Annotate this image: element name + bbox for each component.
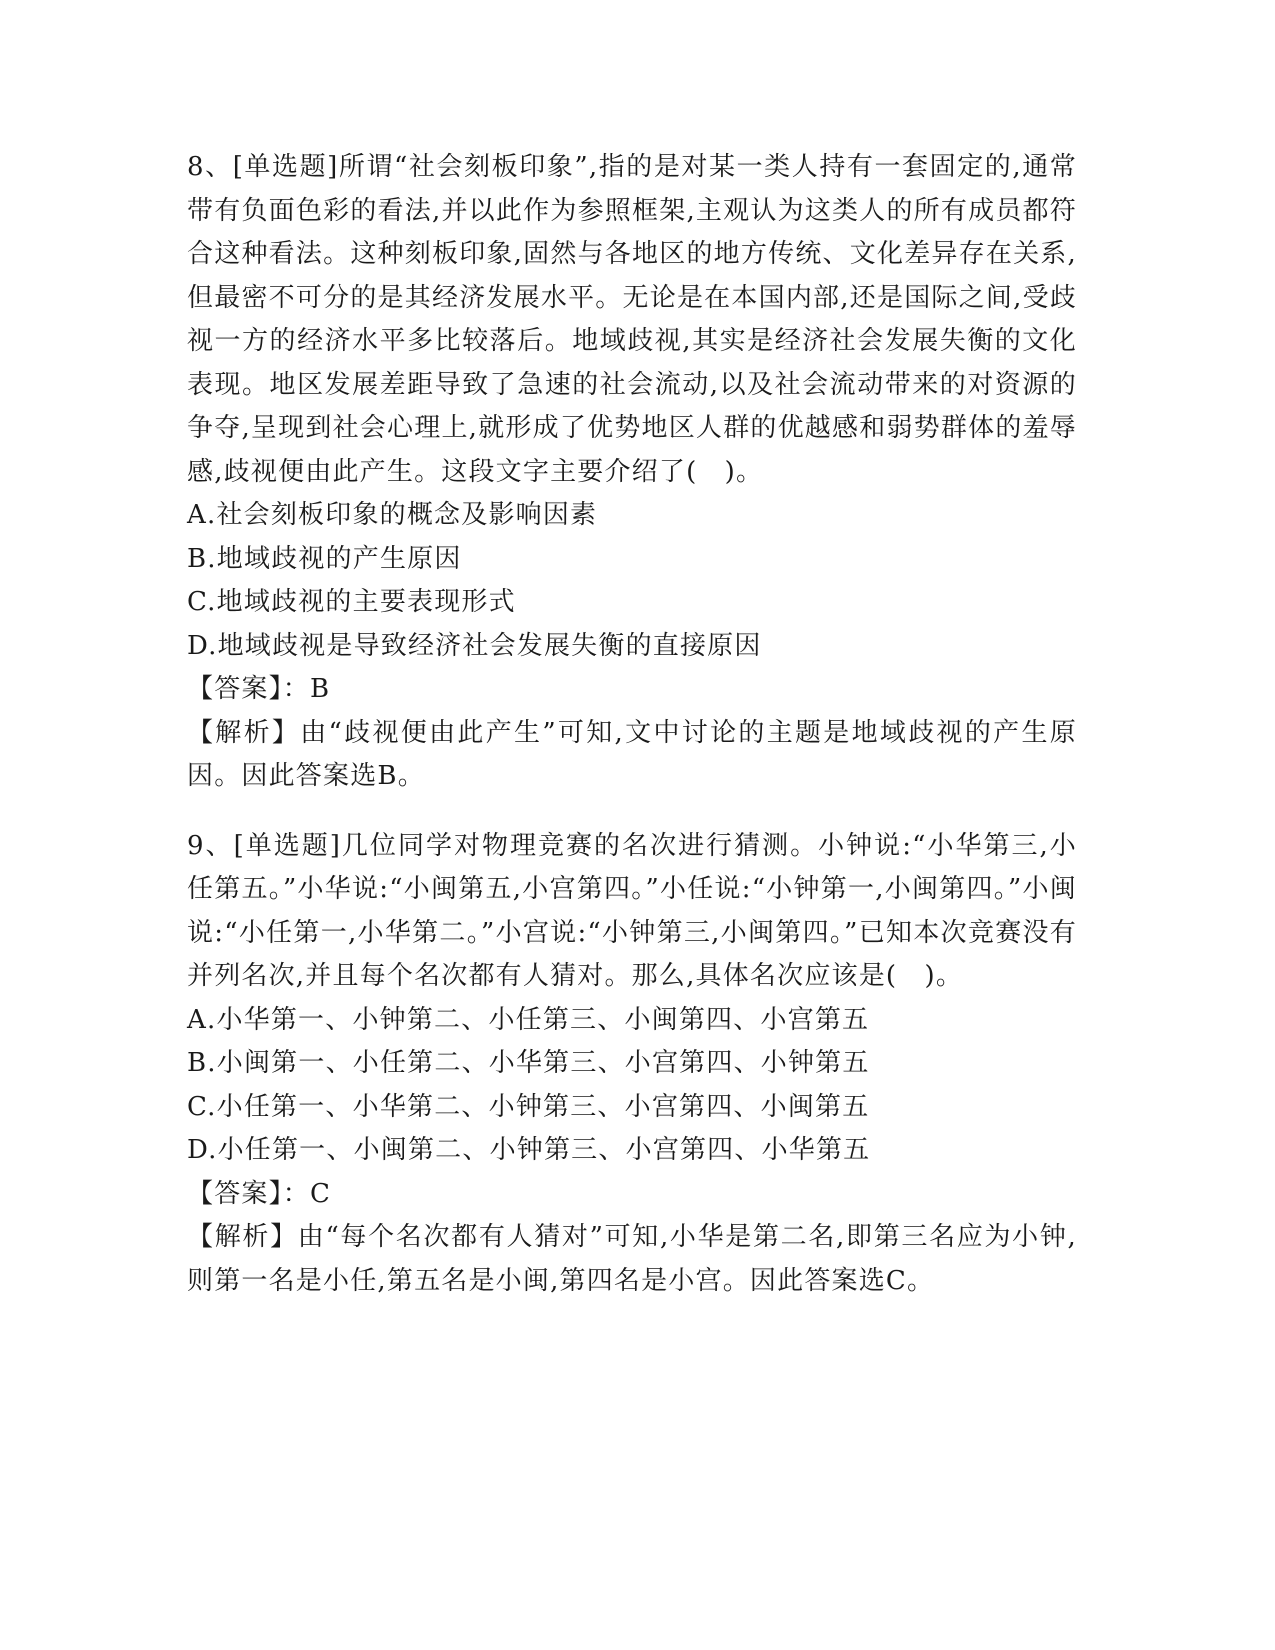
question-stem: 9、[单选题]几位同学对物理竞赛的名次进行猜测。小钟说:“小华第三,小任第五。”小华说:“小闽第五,小宫第四。”小任说:“小钟第一,小闽第四。”小闽说:“小任第一,小华第二。”小宫说:“小钟第三,小闽第四。”已知本次竞赛没有并列名次,并且每个名次都有人猜对。那么,具体名次应该是( )。 bbox=[187, 830, 1077, 991]
option-c: C.小任第一、小华第二、小钟第三、小宫第四、小闽第五 bbox=[187, 1091, 870, 1122]
question-stem: 8、[单选题]所谓“社会刻板印象”,指的是对某一类人持有一套固定的,通常带有负面色彩的看法,并以此作为参照框架,主观认为这类人的所有成员都符合这种看法。这种刻板印象,固然与各地区的地方传统、文化差异存在关系,但最密不可分的是其经济发展水平。无论是在本国内部,还是国际之间,受歧视一方的经济水平多比较落后。地域歧视,其实是经济社会发展失衡的文化表现。地区发展差距导致了急速的社会流动,以及社会流动带来的对资源的争夺,呈现到社会心理上,就形成了优势地区人群的优越感和弱势群体的羞辱感,歧视便由此产生。这段文字主要介绍了( )。 bbox=[187, 152, 1077, 487]
option-b: B.地域歧视的产生原因 bbox=[187, 543, 462, 574]
answer: 【答案】：B bbox=[187, 674, 331, 704]
option-c: C.地域歧视的主要表现形式 bbox=[187, 587, 516, 617]
option-a: A.小华第一、小钟第二、小任第三、小闽第四、小宫第五 bbox=[187, 1004, 870, 1035]
explanation: 【解析】由“歧视便由此产生”可知,文中讨论的主题是地域歧视的产生原因。因此答案选B。 bbox=[187, 717, 1077, 791]
option-b: B.小闽第一、小任第二、小华第三、小宫第四、小钟第五 bbox=[187, 1048, 870, 1078]
explanation: 【解析】由“每个名次都有人猜对”可知,小华是第二名,即第三名应为小钟,则第一名是小任,第五名是小闽,第四名是小宫。因此答案选C。 bbox=[187, 1222, 1077, 1296]
question-9 bbox=[187, 825, 1077, 1304]
option-d: D.小任第一、小闽第二、小钟第三、小宫第四、小华第五 bbox=[187, 1135, 871, 1165]
exam-content bbox=[187, 146, 1077, 1303]
answer: 【答案】：C bbox=[187, 1178, 332, 1209]
question-8 bbox=[187, 146, 1077, 799]
option-a: A.社会刻板印象的概念及影响因素 bbox=[187, 500, 598, 530]
option-d: D.地域歧视是导致经济社会发展失衡的直接原因 bbox=[187, 630, 762, 661]
